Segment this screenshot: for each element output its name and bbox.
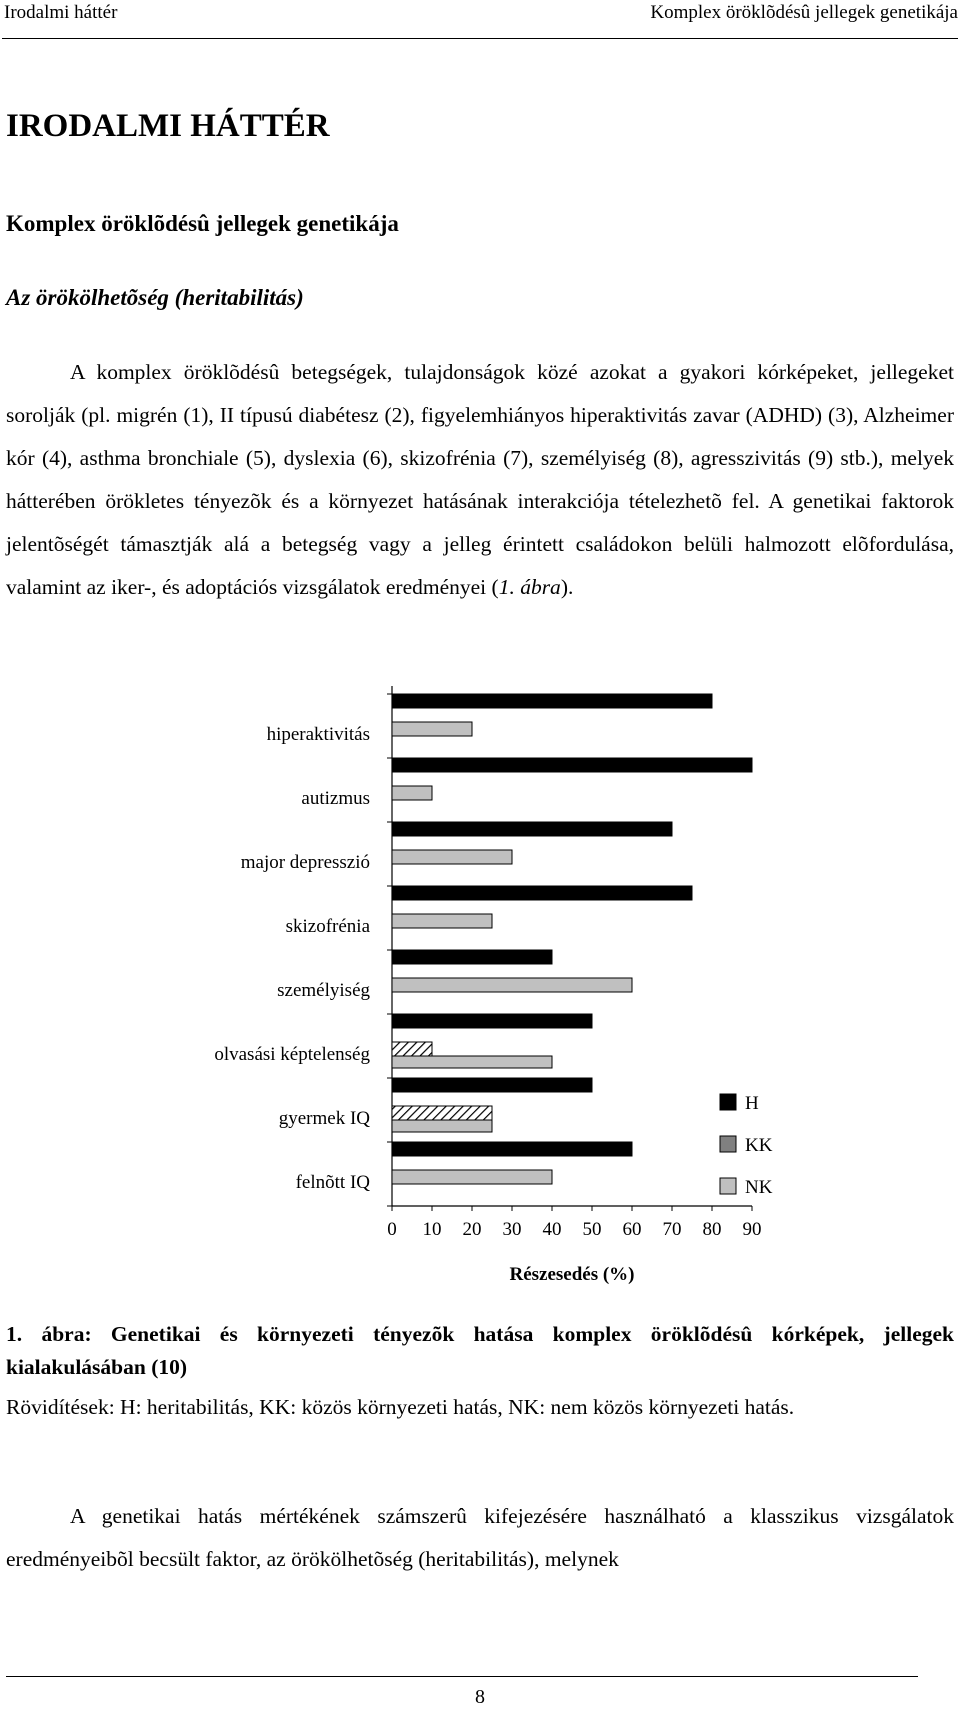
figure-reference: 1. ábra (498, 575, 561, 599)
x-tick-label: 50 (582, 1219, 602, 1240)
bar-h (392, 694, 712, 708)
bar-h (392, 1078, 592, 1092)
x-tick-label: 70 (662, 1219, 682, 1240)
bar-h (392, 886, 692, 900)
x-tick-label: 60 (622, 1219, 642, 1240)
bar-h (392, 758, 752, 772)
bar-nk (392, 1120, 492, 1132)
bar-h (392, 950, 552, 964)
category-label: major depresszió (240, 852, 370, 873)
figure-caption: 1. ábra: Genetikai és környezeti tényezõk hatása komplex öröklõdésû kórképek, jellegek kialakulásában (10) (6, 1322, 954, 1379)
legend-label-kk: KK (745, 1135, 773, 1156)
subsection-title: Az örökölhetõség (heritabilitás) (6, 285, 304, 310)
page-header (0, 0, 960, 40)
bar-nk (392, 978, 632, 992)
legend-swatch-h (720, 1094, 736, 1110)
x-tick-label: 20 (462, 1219, 482, 1240)
bar-nk (392, 1056, 552, 1068)
bar-nk (392, 722, 472, 736)
x-tick-label: 40 (542, 1219, 562, 1240)
legend-label-nk: NK (745, 1177, 773, 1198)
bar-kk (392, 1042, 432, 1056)
x-tick-label: 90 (742, 1219, 762, 1240)
page-number: 8 (475, 1686, 485, 1708)
bar-nk (392, 914, 492, 928)
category-label: személyiség (277, 980, 370, 1001)
body-paragraph-1 (6, 351, 954, 609)
bar-h (392, 1014, 592, 1028)
bar-h (392, 822, 672, 836)
category-label: hiperaktivitás (266, 724, 370, 745)
x-axis-label: Részesedés (%) (509, 1264, 635, 1285)
header-left: Irodalmi háttér (4, 2, 118, 23)
category-label: autizmus (301, 788, 370, 809)
x-tick-label: 80 (702, 1219, 722, 1240)
abbreviations-note: Rövidítések: H: heritabilitás, KK: közös környezeti hatás, NK: nem közös környezeti hatás. (6, 1395, 795, 1419)
category-label: skizofrénia (285, 916, 370, 937)
category-label: olvasási képtelenség (214, 1044, 370, 1065)
paragraph-1-text: A komplex öröklõdésû betegségek, tulajdonságok közé azokat a gyakori kórképeket, jellegeket sorolják (pl. migrén (1), II típusú diabétesz (2), figyelemhiányos hiperaktivitás zavar (ADHD) (3), Alzheimer kór (4), asthma bronchiale (5), dyslexia (6), skizofrénia (7), személyiség (8), agresszivitás (9) stb.), melyek hátterében örökletes tényezõk és a környezet hatásának interakciója tételezhetõ fel. A genetikai faktorok jelentõségét támasztják alá a betegség vagy a jelleg érintett családokon belüli halmozott elõfordulása, valamint az iker-, és adoptációs vizsgálatok eredményei ( (6, 360, 954, 599)
header-right: Komplex öröklõdésû jellegek genetikája (650, 2, 958, 23)
legend-swatch-kk (720, 1136, 736, 1152)
x-tick-label: 10 (422, 1219, 442, 1240)
bar-h (392, 1142, 632, 1156)
legend-label-h: H (745, 1093, 759, 1114)
bar-nk (392, 786, 432, 800)
heritability-bar-chart (0, 686, 960, 1286)
page-title: IRODALMI HÁTTÉR (6, 108, 330, 144)
category-label: gyermek IQ (278, 1108, 370, 1129)
paragraph-1-end: ). (560, 575, 574, 599)
footer-rule (6, 1676, 918, 1677)
bar-kk (392, 1106, 492, 1120)
section-title: Komplex öröklõdésû jellegek genetikája (6, 211, 399, 236)
x-tick-label: 0 (387, 1219, 397, 1240)
body-paragraph-2: A genetikai hatás mértékének számszerû kifejezésére használható a klasszikus vizsgálatok eredményeibõl becsült faktor, az örökölhetõség (heritabilitás), melynek (6, 1504, 954, 1571)
header-rule (2, 38, 958, 39)
bar-nk (392, 850, 512, 864)
legend-swatch-nk (720, 1178, 736, 1194)
bar-nk (392, 1170, 552, 1184)
x-tick-label: 30 (502, 1219, 522, 1240)
category-label: felnõtt IQ (295, 1172, 370, 1193)
